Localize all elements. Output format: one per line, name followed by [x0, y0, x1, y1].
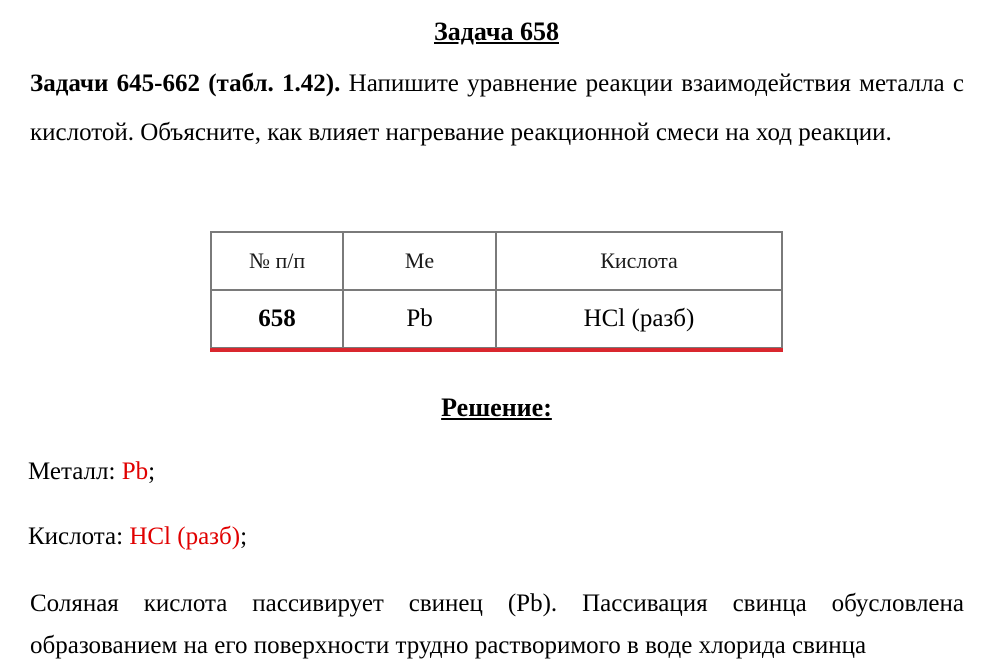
header-number: № п/п	[211, 232, 343, 290]
header-metal: Me	[343, 232, 496, 290]
table-header-row	[211, 232, 782, 290]
task-title: Задача 658	[434, 17, 559, 46]
cell-metal: Pb	[343, 290, 496, 348]
table-row	[211, 290, 782, 348]
acid-label: Кислота:	[28, 523, 130, 550]
acid-line	[28, 519, 247, 555]
cell-number: 658	[211, 290, 343, 348]
acid-value: HCl (разб)	[129, 523, 241, 550]
metal-label: Металл:	[28, 458, 122, 485]
metal-line	[28, 454, 155, 490]
solution-heading: Решение:	[441, 393, 552, 422]
cell-acid: HCl (разб)	[496, 290, 782, 348]
task-question: Напишите уравнение реакции взаимодействия металла с кислотой. Объясните, как влияет нагревание реакционной смеси на ход реакции.	[30, 70, 965, 146]
metal-value: Pb	[121, 458, 149, 485]
task-reference: Задачи 645-662 (табл. 1.42).	[30, 70, 341, 97]
solution-paragraph: Соляная кислота пассивирует свинец (Pb). Пассивация свинца обусловлена образованием на его поверхности трудно растворимого в воде хлорида свинца	[30, 590, 964, 659]
task-table	[210, 231, 783, 352]
acid-suffix: ;	[240, 523, 248, 550]
header-acid: Кислота	[496, 232, 782, 290]
table-bottom-rule	[210, 348, 783, 352]
metal-suffix: ;	[148, 458, 156, 485]
task-statement	[30, 59, 964, 157]
